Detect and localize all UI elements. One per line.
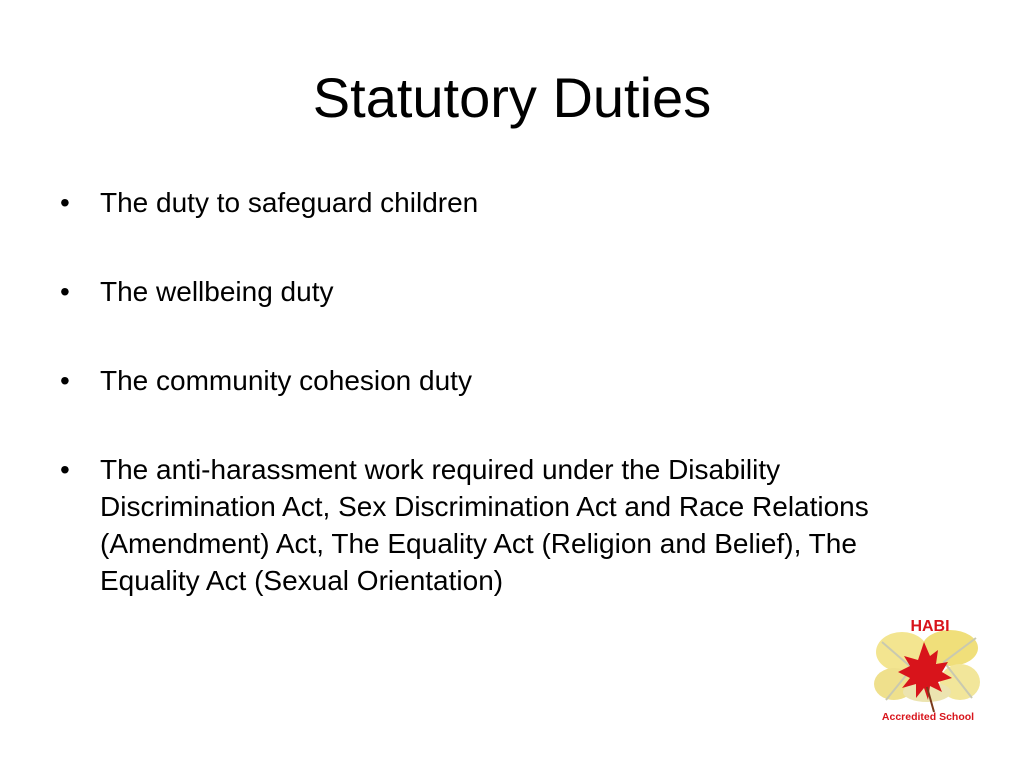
slide-title: Statutory Duties <box>312 66 712 129</box>
logo-top-text: HABI <box>910 618 950 635</box>
logo-bottom-text: Accredited School <box>881 711 975 723</box>
bullet-list <box>60 184 960 599</box>
bullet-item: • The duty to safeguard children <box>60 184 960 221</box>
bullet-item: • The anti-harassment work required under the Disability Discrimination Act, Sex Discrimination Act and Race Relations (Amendment) Act, The Equality Act (Religion and Belief), The Equality Act (Sexual Orientation) <box>60 451 960 599</box>
habi-accredited-school-logo <box>872 612 984 724</box>
bullet-item: • The wellbeing duty <box>60 273 960 310</box>
bullet-item: • The community cohesion duty <box>60 362 960 399</box>
